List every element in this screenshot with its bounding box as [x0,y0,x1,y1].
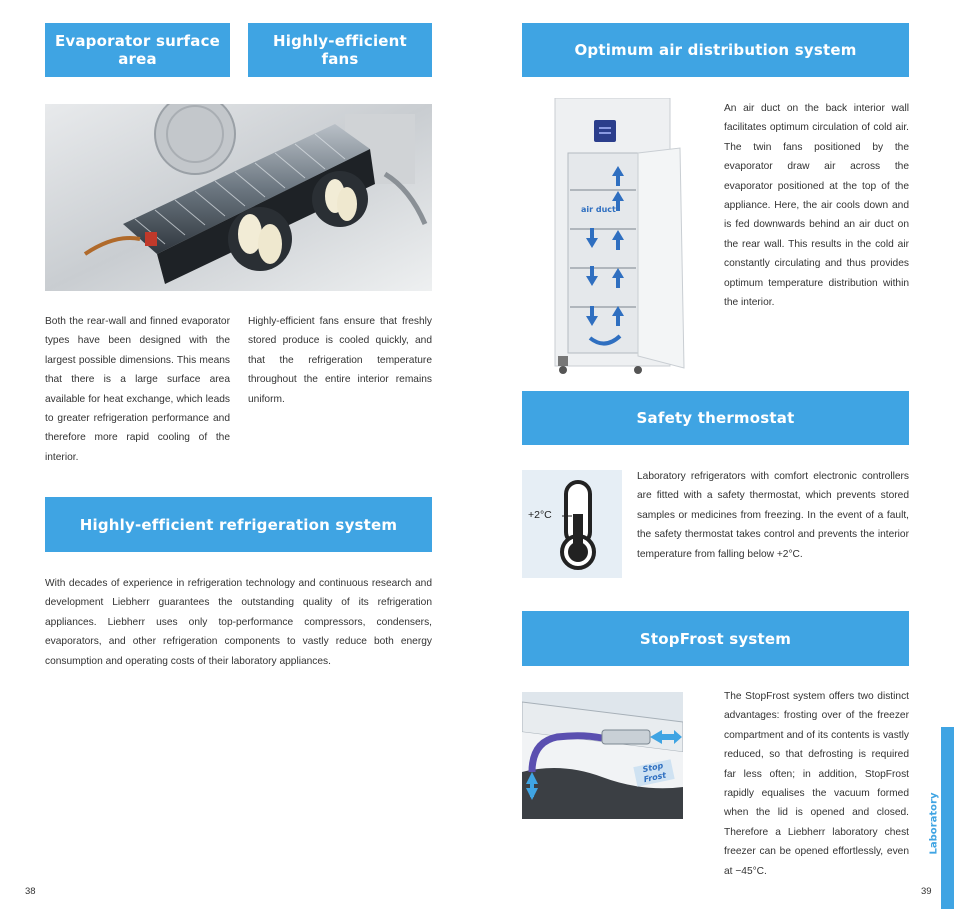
stopfrost-logo: Stop Frost [633,759,674,786]
thermometer-illustration [522,470,622,578]
air-distribution-header: Optimum air distribution system [522,23,909,77]
refrigeration-text: With decades of experience in refrigeration technology and continuous research and development Liebherr guarantees the outstanding quality of its refrigeration appliances. Liebherr uses only top-performance compressors, condensers, evaporators, and other refrigeration components to vastly reduce both energy consumption and operating costs of their laboratory appliances. [45,578,432,667]
page-number-right: 39 [921,886,932,897]
thermometer-label: +2°C [528,509,552,521]
evaporator-photo [45,104,432,291]
fans-text: Highly-efficient fans ensure that freshly stored produce is cooled quickly, and that the refrigeration temperature throughout the entire interior remains uniform. [248,316,432,405]
stopfrost-header: StopFrost system [522,611,909,666]
air-distribution-text: An air duct on the back interior wall facilitates optimum circulation of cold air. The twin fans positioned by the evaporator draw air across the evaporator positioned at the top of the appliance. Here, the air cools down and is fed downwards behind an air duct on the rear wall. This results in the cold air constantly circulating and thus provides optimum temperature distribution within the interior. [724,103,909,309]
side-tab [941,727,954,909]
page-number-left: 38 [25,886,36,897]
stopfrost-text: The StopFrost system offers two distinct advantages: frosting over of the freezer compartment and of its contents is vastly reduced, so that defrosting is required far less often; in addition, StopFrost rapidly equalises the vacuum formed when the lid is opened and closed. Therefore a Liebherr laboratory chest freezer can be opened effortlessly, even at −45°C. [724,691,909,877]
refrigeration-system-header: Highly-efficient refrigeration system [45,497,432,552]
efficient-fans-header: Highly-efficient fans [248,23,432,77]
side-tab-label: Laboratory [928,792,940,855]
safety-thermostat-header: Safety thermostat [522,391,909,445]
refrigerator-illustration [550,98,690,376]
air-duct-label: air duct [581,205,616,214]
stopfrost-illustration [522,692,683,819]
evaporator-text: Both the rear-wall and finned evaporator types have been designed with the largest possible dimensions. This means that there is a large surface area available for heat exchange, which leads to greater refrigeration performance and therefore more rapid cooling of the interior. [45,316,230,463]
evaporator-surface-header: Evaporator surface area [45,23,230,77]
safety-thermostat-text: Laboratory refrigerators with comfort electronic controllers are fitted with a safety thermostat, which prevents stored samples or medicines from freezing. In the event of a fault, the safety thermostat takes control and prevents the interior temperature from falling below +2°C. [637,471,909,560]
